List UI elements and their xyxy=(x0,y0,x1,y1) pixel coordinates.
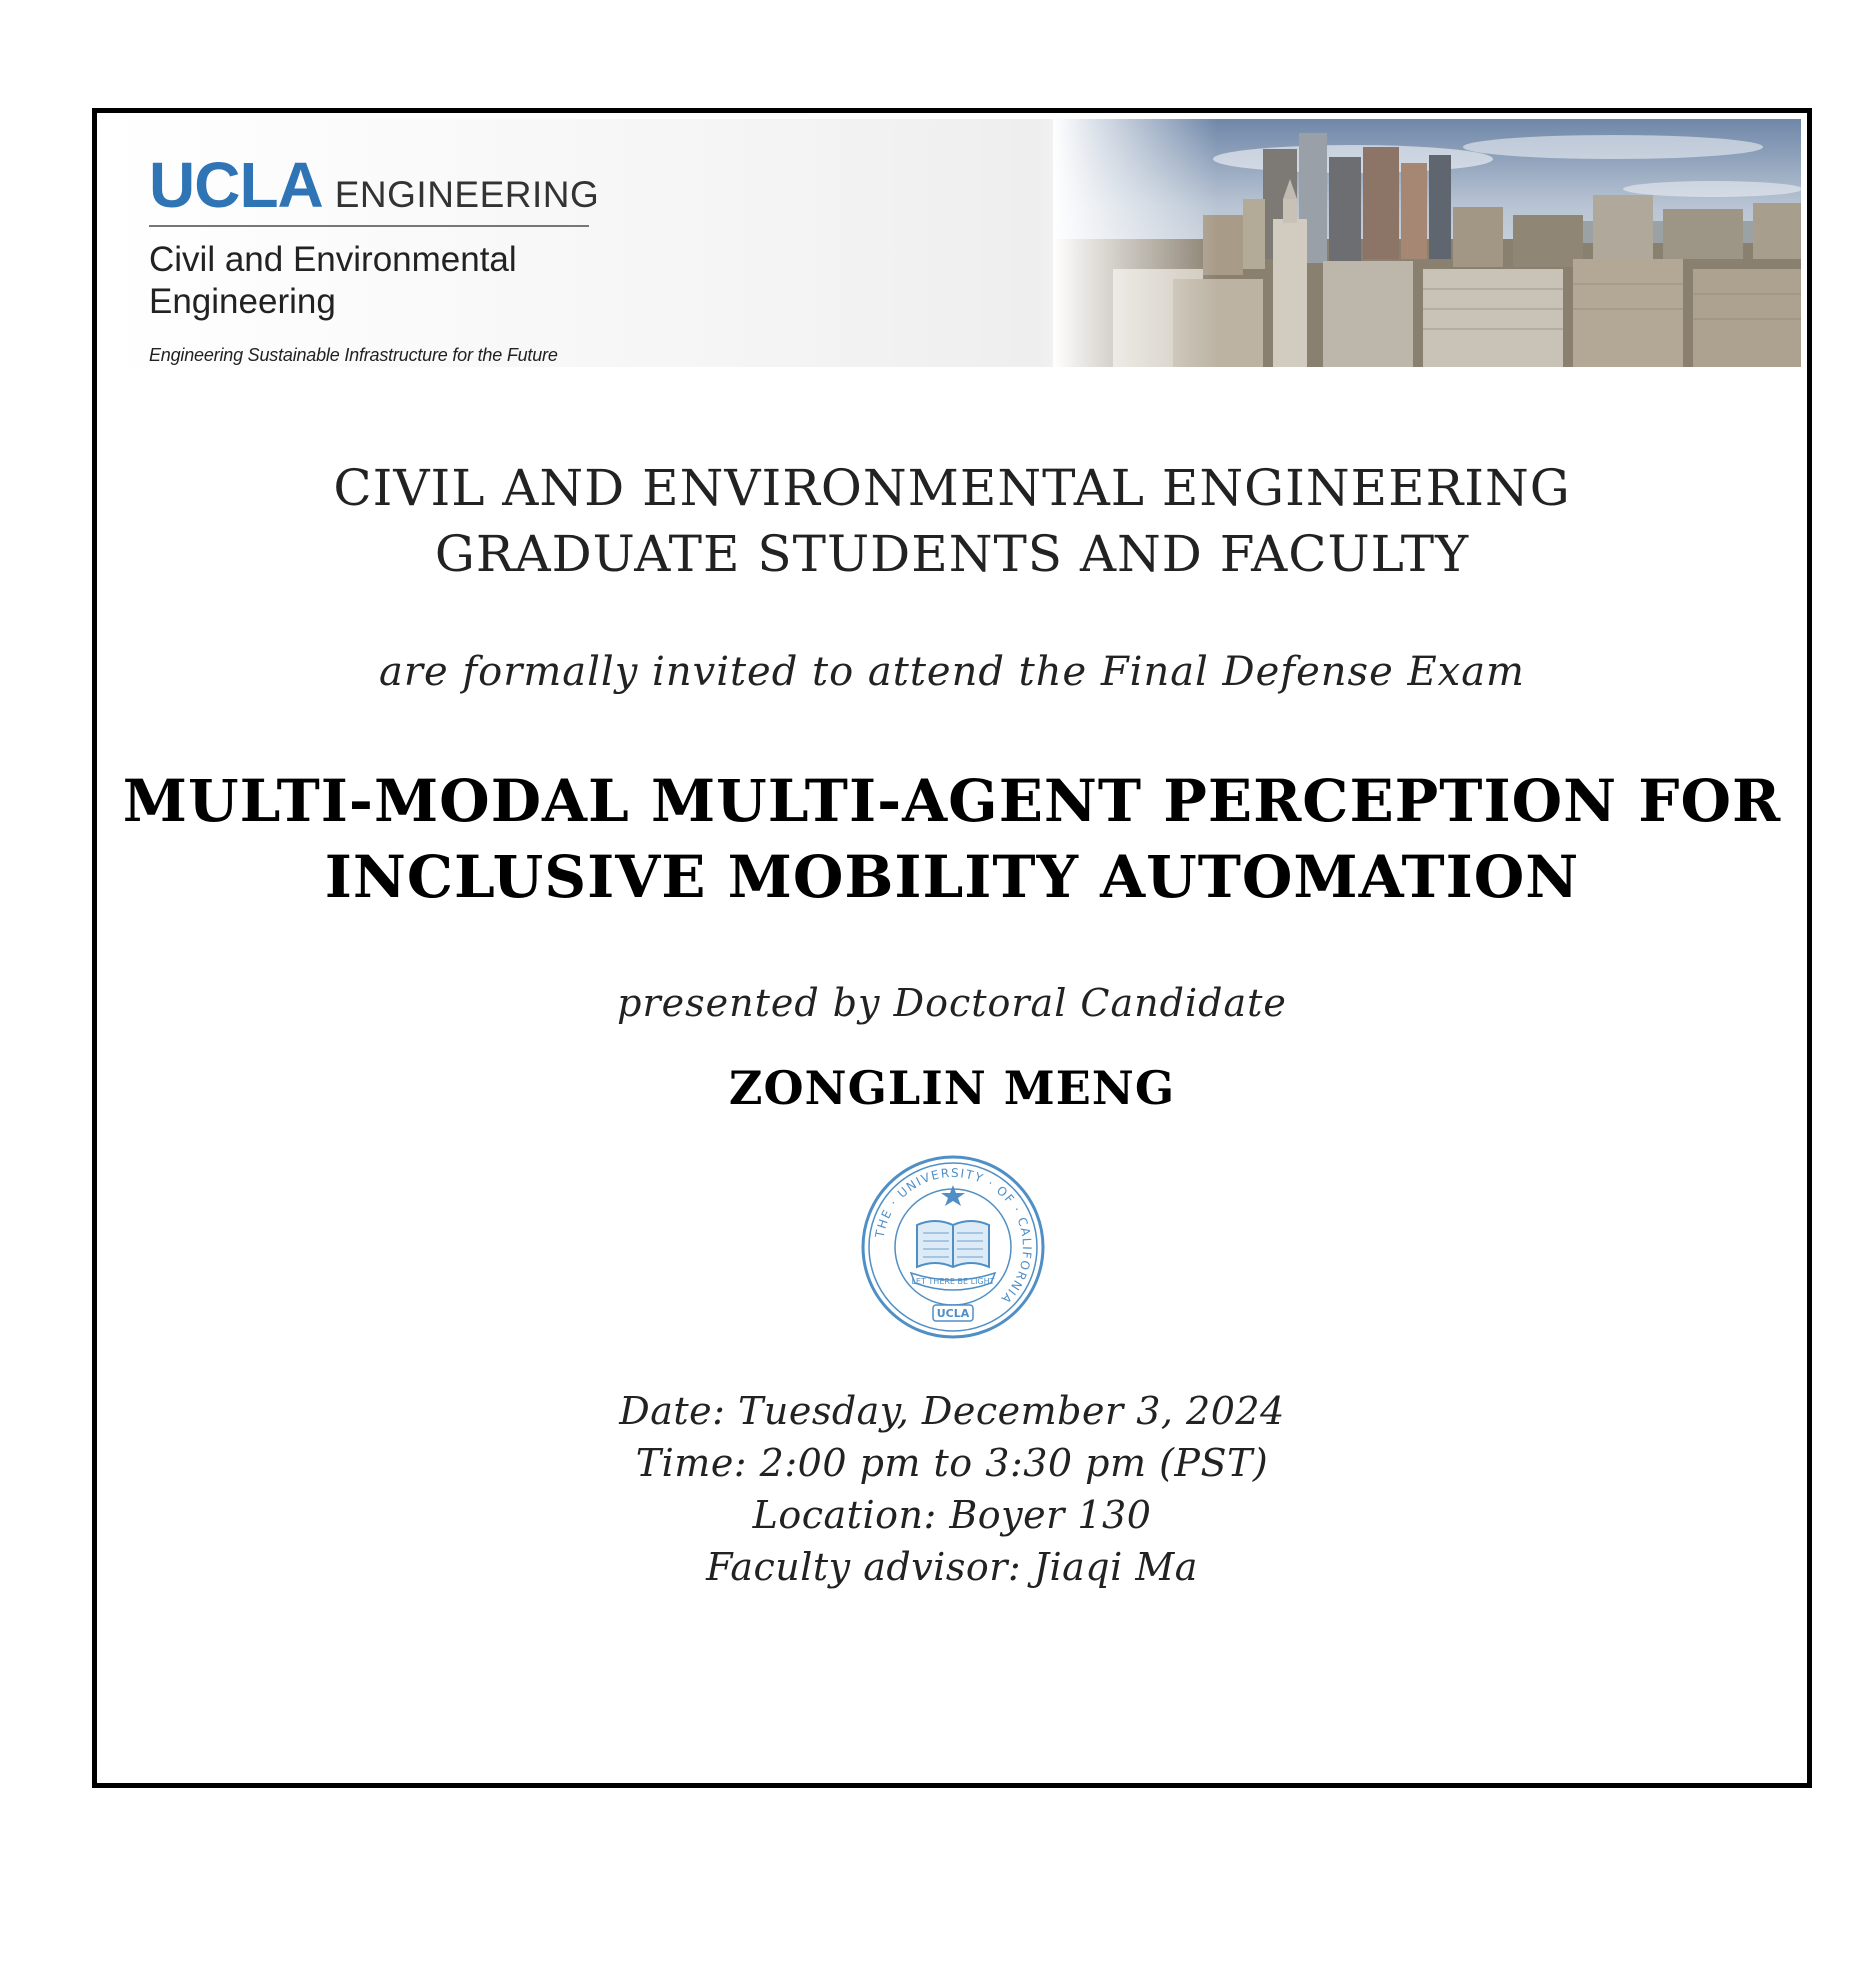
logo-engineering-text: ENGINEERING xyxy=(334,174,600,215)
department-name xyxy=(149,239,609,323)
invitation-heading xyxy=(97,455,1807,587)
heading-line-1: CIVIL AND ENVIRONMENTAL ENGINEERING xyxy=(333,459,1571,517)
logo-ucla-text: UCLA xyxy=(149,149,323,221)
event-time: Time: 2:00 pm to 3:30 pm (PST) xyxy=(635,1441,1269,1485)
faculty-advisor: Faculty advisor: Jiaqi Ma xyxy=(706,1545,1198,1589)
dissertation-title xyxy=(97,763,1807,915)
heading-line-2: GRADUATE STUDENTS AND FACULTY xyxy=(434,525,1470,583)
department-line-2: Engineering xyxy=(149,282,336,321)
seal-motto: LET THERE BE LIGHT xyxy=(911,1277,995,1286)
event-location: Location: Boyer 130 xyxy=(752,1493,1152,1537)
department-tagline: Engineering Sustainable Infrastructure for the Future xyxy=(149,345,558,365)
invitation-text: are formally invited to attend the Final Defense Exam xyxy=(379,649,1525,695)
title-line-2: INCLUSIVE MOBILITY AUTOMATION xyxy=(324,843,1580,911)
uc-seal-icon xyxy=(861,1155,1045,1339)
event-date: Date: Tuesday, December 3, 2024 xyxy=(619,1389,1285,1433)
invitation-frame xyxy=(92,108,1812,1788)
city-skyline-image xyxy=(1053,119,1801,367)
department-line-1: Civil and Environmental xyxy=(149,240,517,279)
logo-divider xyxy=(149,225,589,227)
candidate-name: ZONGLIN MENG xyxy=(728,1061,1176,1115)
header-banner xyxy=(103,119,1801,367)
event-details xyxy=(97,1385,1807,1593)
seal-ucla-label: UCLA xyxy=(936,1307,970,1320)
logo-wordmark xyxy=(149,149,609,221)
presented-by-text: presented by Doctoral Candidate xyxy=(617,981,1287,1025)
ucla-engineering-logo xyxy=(149,149,609,366)
seal-ring-text: THE · UNIVERSITY · OF · CALIFORNIA xyxy=(872,1165,1035,1307)
title-line-1: MULTI-MODAL MULTI-AGENT PERCEPTION FOR xyxy=(122,767,1782,835)
